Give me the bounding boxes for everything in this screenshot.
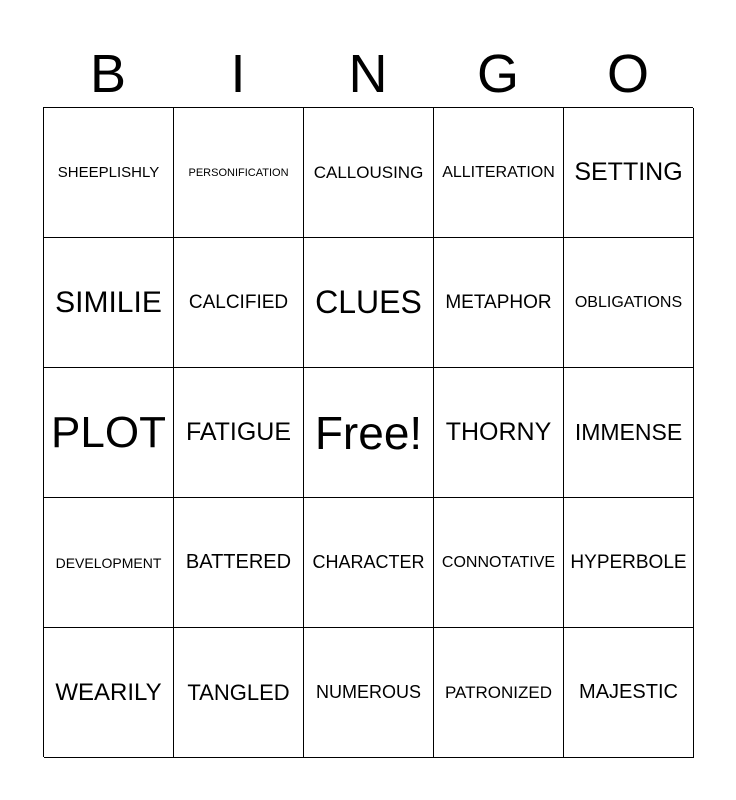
bingo-cell: DEVELOPMENT [44, 498, 174, 628]
bingo-cell: CALLOUSING [304, 108, 434, 238]
bingo-grid [43, 107, 693, 757]
header-letter-n: N [348, 44, 388, 104]
bingo-header [43, 40, 693, 108]
free-space-cell: Free! [304, 368, 434, 498]
bingo-cell: FATIGUE [174, 368, 304, 498]
bingo-cell: WEARILY [44, 628, 174, 758]
header-letter-g: G [476, 44, 519, 104]
bingo-cell: IMMENSE [564, 368, 694, 498]
bingo-cell: OBLIGATIONS [564, 238, 694, 368]
bingo-cell: PERSONIFICATION [174, 108, 304, 238]
bingo-cell: SIMILIE [44, 238, 174, 368]
bingo-cell: ALLITERATION [434, 108, 564, 238]
bingo-cell: SETTING [564, 108, 694, 238]
bingo-cell: PLOT [44, 368, 174, 498]
bingo-cell: CONNOTATIVE [434, 498, 564, 628]
bingo-cell: TANGLED [174, 628, 304, 758]
bingo-cell: THORNY [434, 368, 564, 498]
header-letter-o: O [606, 44, 649, 104]
header-letter-i: I [230, 44, 246, 104]
bingo-cell: HYPERBOLE [564, 498, 694, 628]
header-letter-b: B [89, 44, 127, 104]
bingo-cell: CLUES [304, 238, 434, 368]
bingo-cell: SHEEPLISHLY [44, 108, 174, 238]
bingo-cell: NUMEROUS [304, 628, 434, 758]
bingo-cell: METAPHOR [434, 238, 564, 368]
bingo-cell: CALCIFIED [174, 238, 304, 368]
bingo-cell: MAJESTIC [564, 628, 694, 758]
bingo-cell: PATRONIZED [434, 628, 564, 758]
bingo-cell: BATTERED [174, 498, 304, 628]
bingo-cell: CHARACTER [304, 498, 434, 628]
